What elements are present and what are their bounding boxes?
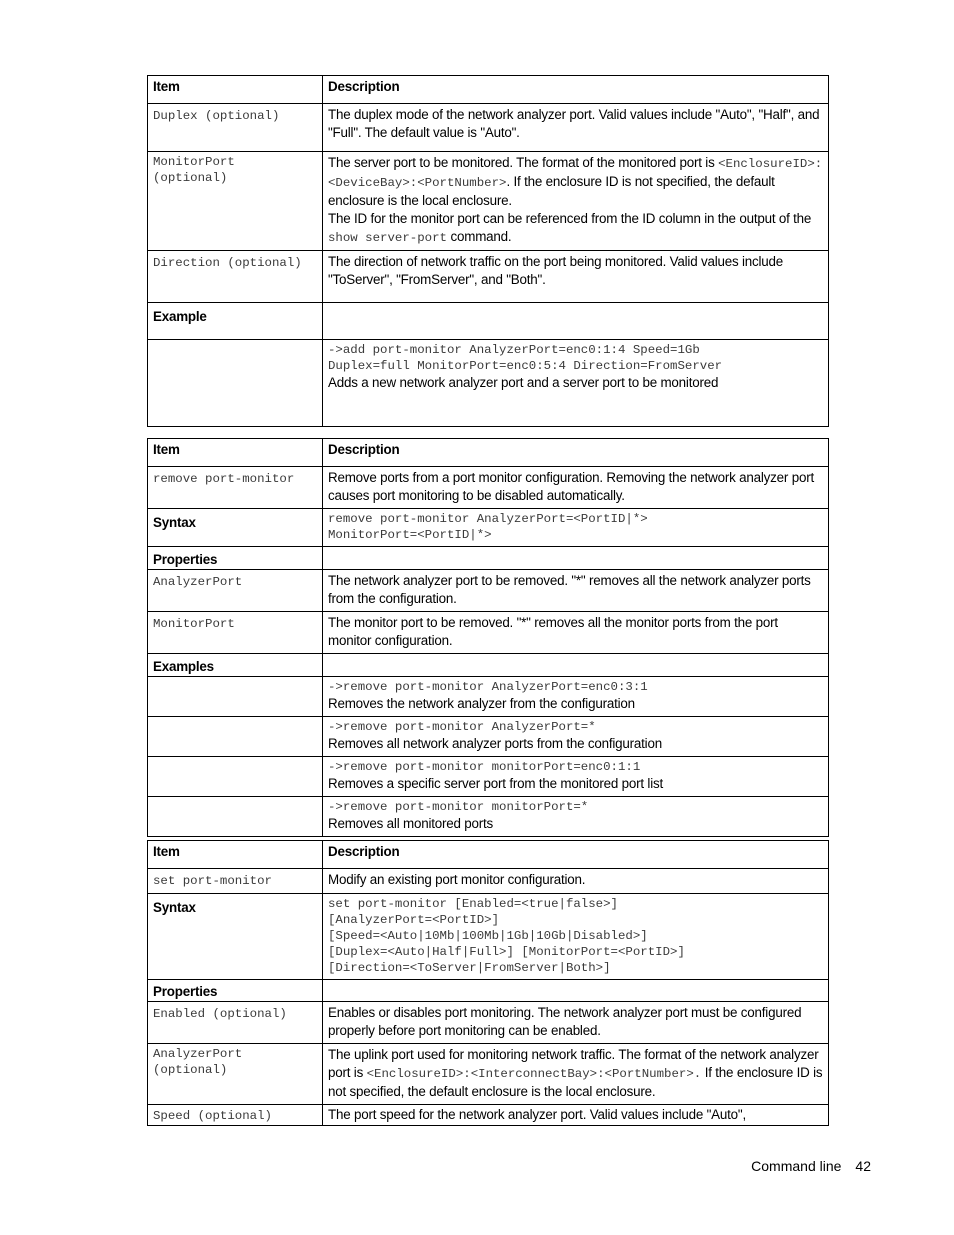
syntax-code: remove port-monitor AnalyzerPort=<PortID|*> [328,512,648,526]
examples-label: Examples [148,654,323,677]
option-name-qualifier: (optional) [153,171,228,185]
header-description: Description [323,76,829,104]
footer-section: Command line [751,1158,842,1174]
table-row [148,509,829,547]
example-description: Removes all network analyzer ports from the configuration [328,736,662,751]
table-row [148,251,829,303]
example-cell [323,757,829,797]
property-name-qualifier: (optional) [153,1063,228,1077]
table-row [148,717,829,757]
syntax-code: [Speed=<Auto|10Mb|100Mb|1Gb|10Gb|Disabled>] [328,929,648,943]
option-name: Duplex (optional) [153,109,280,123]
property-description: The uplink port used for monitoring network traffic. The format of the network analyzer port is <EnclosureID>:<InterconnectBay>:<PortNumber>. If the enclosure ID is not specified, the default enclosure is the local enclosure. [323,1044,829,1105]
example-command: ->add port-monitor AnalyzerPort=enc0:1:4 Speed=1Gb [328,343,700,357]
example-cell [323,717,829,757]
command-name: remove port-monitor [153,472,295,486]
syntax-cell [323,894,829,980]
option-name: Direction (optional) [153,256,302,270]
table-row [148,677,829,717]
example-cell [323,677,829,717]
table-row [148,797,829,837]
table-header-row [148,76,829,104]
table-header-row [148,841,829,869]
property-description: The port speed for the network analyzer port. Valid values include "Auto", [323,1105,829,1126]
example-description: Removes the network analyzer from the configuration [328,696,635,711]
example-command: Duplex=full MonitorPort=enc0:5:4 Direction=FromServer [328,359,723,373]
set-port-monitor-table [147,840,829,1126]
option-description: The direction of network traffic on the port being monitored. Valid values include "ToServer", "FromServer", and "Both". [323,251,829,303]
property-description: Enables or disables port monitoring. The network analyzer port must be configured properly before port monitoring can be enabled. [323,1002,829,1044]
remove-port-monitor-table [147,438,829,837]
table-row [148,612,829,654]
command-description: Remove ports from a port monitor configuration. Removing the network analyzer port causes port monitoring to be disabled automatically. [323,467,829,509]
example-cell [323,340,829,427]
table-row [148,894,829,980]
example-command: ->remove port-monitor monitorPort=* [328,800,589,814]
example-label: Example [148,303,323,340]
table-row [148,547,829,570]
command-description: Modify an existing port monitor configuration. [323,869,829,894]
table-row [148,654,829,677]
property-name: MonitorPort [153,617,235,631]
example-command: ->remove port-monitor AnalyzerPort=enc0:3:1 [328,680,648,694]
syntax-code: [Duplex=<Auto|Half|Full>] [MonitorPort=<PortID>] [328,945,685,959]
example-description: Adds a new network analyzer port and a server port to be monitored [328,375,719,390]
syntax-cell [323,509,829,547]
table-row [148,1002,829,1044]
description-text: The ID for the monitor port can be referenced from the ID column in the output of the show server-port command. [328,211,812,245]
command-code: show server-port [328,231,447,245]
property-name: Enabled (optional) [153,1007,287,1021]
property-name: AnalyzerPort [153,575,243,589]
table-row [148,152,829,251]
table-row [148,570,829,612]
header-description: Description [323,841,829,869]
description-text: The server port to be monitored. The format of the monitored port is [328,155,719,170]
option-name: MonitorPort [153,155,235,169]
table-header-row [148,439,829,467]
syntax-code: [Direction=<ToServer|FromServer|Both>] [328,961,611,975]
syntax-code: set port-monitor [Enabled=<true|false>] [328,897,618,911]
header-description: Description [323,439,829,467]
properties-label: Properties [148,980,323,1002]
table-row [148,1044,829,1105]
header-item: Item [148,439,323,467]
syntax-code: MonitorPort=<PortID|*> [328,528,492,542]
page-number: 42 [855,1158,871,1174]
option-description: The duplex mode of the network analyzer port. Valid values include "Auto", "Half", and "Full". The default value is "Auto". [323,104,829,152]
properties-label: Properties [148,547,323,570]
property-name: AnalyzerPort [153,1047,243,1061]
example-cell [323,797,829,837]
description-text: . If the enclosure ID is not specified, the default enclosure is the local enclosure. [328,174,775,208]
table-row [148,757,829,797]
property-name: Speed (optional) [153,1109,272,1123]
page-footer [700,1158,871,1174]
table-row [148,467,829,509]
header-item: Item [148,76,323,104]
port-format-code: <EnclosureID>:<DeviceBay>:<PortNumber> [328,157,823,190]
example-command: ->remove port-monitor monitorPort=enc0:1:1 [328,760,641,774]
syntax-label: Syntax [148,509,323,547]
option-description [323,152,829,251]
example-command: ->remove port-monitor AnalyzerPort=* [328,720,596,734]
port-format-code: <EnclosureID>:<InterconnectBay>:<PortNumber>. [366,1067,702,1081]
options-table [147,75,829,427]
table-row [148,980,829,1002]
header-item: Item [148,841,323,869]
table-row [148,303,829,340]
table-row [148,340,829,427]
syntax-code: [AnalyzerPort=<PortID>] [328,913,500,927]
table-row [148,1105,829,1126]
table-row [148,104,829,152]
property-description: The network analyzer port to be removed. "*" removes all the network analyzer ports from the configuration. [323,570,829,612]
command-name: set port-monitor [153,874,272,888]
table-row [148,869,829,894]
example-description: Removes a specific server port from the monitored port list [328,776,663,791]
syntax-label: Syntax [148,894,323,980]
property-description: The monitor port to be removed. "*" removes all the monitor ports from the port monitor configuration. [323,612,829,654]
example-description: Removes all monitored ports [328,816,494,831]
